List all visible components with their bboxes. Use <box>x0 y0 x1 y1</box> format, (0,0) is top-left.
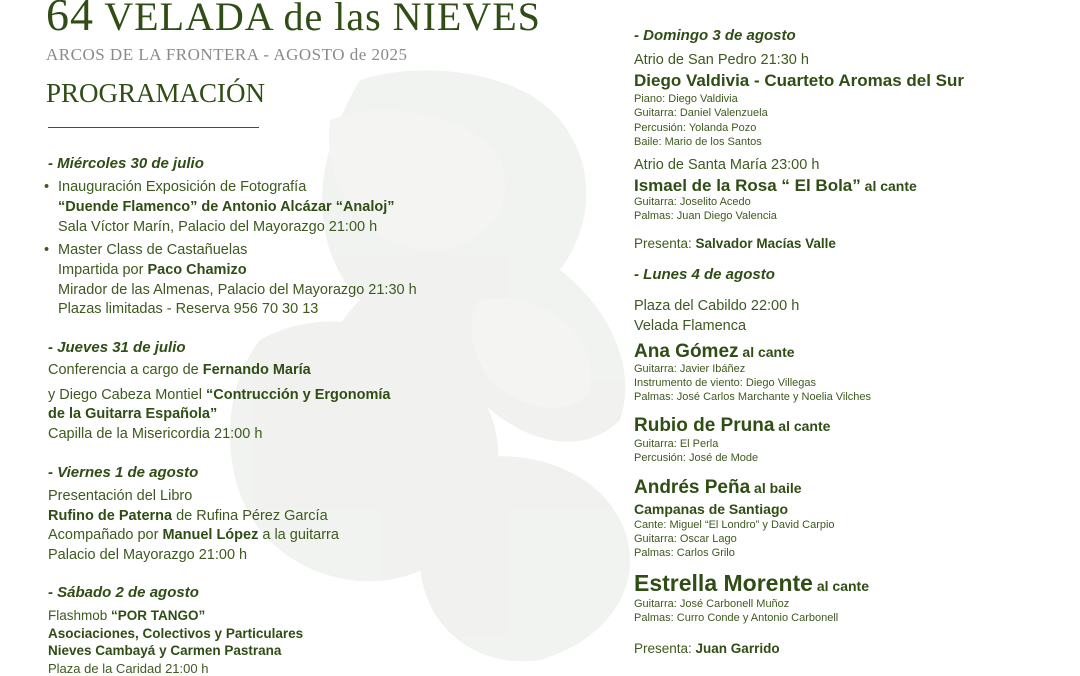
credit: Guitarra: Javier Ibáñez <box>634 363 746 375</box>
text: Conferencia a cargo de <box>48 362 203 378</box>
event-venue: Plaza de la Caridad 21:00 h <box>48 661 209 676</box>
section-heading: PROGRAMACIÓN <box>46 78 266 108</box>
event-line: Presentación del Libro <box>48 488 193 504</box>
ensemble-name: - Cuarteto Aromas del Sur <box>749 71 965 90</box>
credit: Percusión: José de Mode <box>634 452 759 464</box>
credit: Palmas: Carlos Grilo <box>634 547 735 559</box>
event-title: Velada Flamenca <box>634 318 747 334</box>
presenter-line <box>634 236 836 251</box>
event-line <box>48 527 339 543</box>
presenter-name: Salvador Macías Valle <box>695 236 836 251</box>
event-venue: Atrio de San Pedro 21:30 h <box>634 52 809 68</box>
day-heading-saturday: - Sábado 2 de agosto <box>48 584 199 601</box>
subtitle: ARCOS DE LA FRONTERA - AGOSTO de 2025 <box>46 45 408 64</box>
event-venue: Capilla de la Misericordia 21:00 h <box>48 426 263 442</box>
artist-name: Manuel López <box>162 527 259 543</box>
credit: Guitarra: Daniel Valenzuela <box>634 107 768 119</box>
event-line: Master Class de Castañuelas <box>58 242 248 258</box>
event-reservation: Plazas limitadas - Reserva 956 70 30 13 <box>58 301 319 317</box>
credit: Percusión: Yolanda Pozo <box>634 122 757 134</box>
artist-line <box>634 71 964 91</box>
credit: Baile: Mario de los Santos <box>634 136 762 148</box>
event-title: “POR TANGO” <box>111 608 206 623</box>
speaker-name: Fernando María <box>202 362 311 378</box>
artist-name: Diego Valdivia <box>634 71 750 90</box>
day-heading-friday: - Viernes 1 de agosto <box>48 464 199 481</box>
event-line <box>48 362 311 378</box>
text: Presenta: <box>634 641 696 656</box>
event-line <box>48 387 390 403</box>
artist-name: Andrés Peña <box>634 477 751 498</box>
credit: Guitarra: Oscar Lago <box>634 533 737 545</box>
event-line <box>48 508 328 524</box>
credit: Palmas: Juan Diego Valencia <box>634 210 777 222</box>
role: al cante <box>774 418 831 434</box>
artist-line <box>634 415 830 437</box>
event-line <box>48 608 205 623</box>
credit: Palmas: José Carlos Marchante y Noelia Vilches <box>634 391 872 403</box>
role: al cante <box>812 578 869 594</box>
talk-title-cont: de la Guitarra Española” <box>48 406 218 422</box>
role: al baile <box>750 480 802 496</box>
heading-divider <box>48 127 259 128</box>
credit: Guitarra: El Perla <box>634 438 719 450</box>
participants: Nieves Cambayá y Carmen Pastrana <box>48 643 282 658</box>
participants: Asociaciones, Colectivos y Particulares <box>48 626 304 641</box>
day-heading-wednesday: - Miércoles 30 de julio <box>48 155 204 172</box>
role: al cante <box>860 178 917 194</box>
credit: Instrumento de viento: Diego Villegas <box>634 377 817 389</box>
credit: Palmas: Curro Conde y Antonio Carbonell <box>634 612 839 624</box>
book-title: Rufino de Paterna <box>48 508 173 524</box>
talk-title: “Contrucción y Ergonomía <box>205 387 391 403</box>
artist-name: Ismael de la Rosa “ El Bola” <box>634 176 861 195</box>
event-venue: Palacio del Mayorazgo 21:00 h <box>48 547 248 563</box>
day-heading-sunday: - Domingo 3 de agosto <box>634 27 796 44</box>
page-title <box>46 0 541 41</box>
artist-name: Ana Gómez <box>634 341 739 362</box>
bullet-icon: • <box>44 179 50 195</box>
text: Flashmob <box>48 608 112 623</box>
role: al cante <box>738 344 795 360</box>
event-venue: Atrio de Santa María 23:00 h <box>634 157 820 173</box>
credit: Cante: Miguel “El Londro” y David Carpio <box>634 519 835 531</box>
artist-line <box>634 570 869 597</box>
day-heading-monday: - Lunes 4 de agosto <box>634 266 775 283</box>
credit: Piano: Diego Valdivia <box>634 93 738 105</box>
text: y Diego Cabeza Montiel <box>48 387 206 403</box>
day-heading-thursday: - Jueves 31 de julio <box>48 339 186 356</box>
event-line <box>58 262 247 278</box>
show-title: Campanas de Santiago <box>634 501 789 517</box>
event-title: “Duende Flamenco” de Antonio Alcázar “Analoj” <box>58 199 395 215</box>
artist-name: Rubio de Pruna <box>634 415 775 436</box>
presenter-line <box>634 641 780 656</box>
bullet-icon: • <box>44 242 50 258</box>
event-venue: Mirador de las Almenas, Palacio del Mayorazgo 21:30 h <box>58 282 417 298</box>
title-number: 64 <box>46 0 94 40</box>
text: Acompañado por <box>48 527 163 543</box>
presenter-name: Juan Garrido <box>695 641 780 656</box>
text: de Rufina Pérez García <box>172 508 328 524</box>
artist-name: Estrella Morente <box>634 570 813 596</box>
event-venue: Plaza del Cabildo 22:00 h <box>634 298 800 314</box>
title-text: VELADA de las NIEVES <box>104 0 541 39</box>
artist-line <box>634 176 917 196</box>
credit: Guitarra: Joselito Acedo <box>634 196 751 208</box>
text: Presenta: <box>634 236 696 251</box>
event-line: Inauguración Exposición de Fotografía <box>58 179 307 195</box>
artist-name: Paco Chamizo <box>147 262 247 278</box>
text: a la guitarra <box>258 527 339 543</box>
artist-line <box>634 341 795 363</box>
text: Impartida por <box>58 262 148 278</box>
event-venue: Sala Víctor Marín, Palacio del Mayorazgo 21:00 h <box>58 219 378 235</box>
artist-line <box>634 477 802 499</box>
credit: Guitarra: José Carbonell Muñoz <box>634 598 790 610</box>
